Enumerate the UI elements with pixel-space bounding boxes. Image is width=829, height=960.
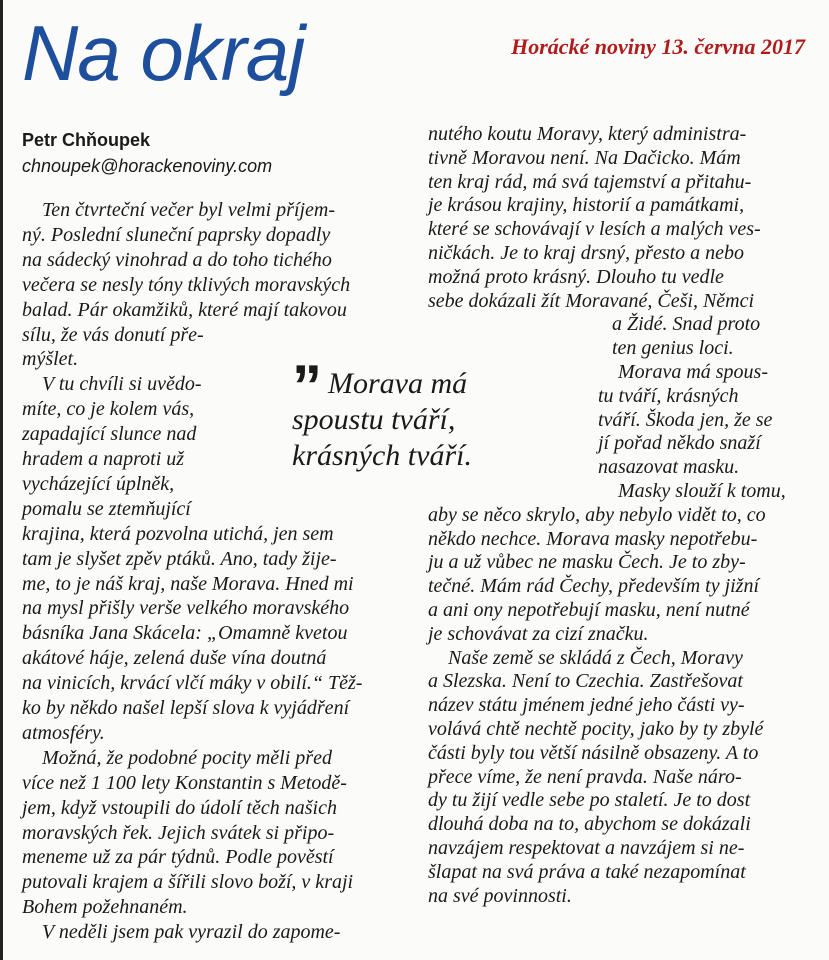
column-headline: Na okraj xyxy=(22,9,305,97)
article-line: Naše země se skládá z Čech, Moravy xyxy=(428,646,743,669)
article-line: aby se něco skrylo, aby nebylo vidět to, co xyxy=(428,503,766,526)
article-line: pomalu se ztemňující xyxy=(22,497,191,520)
article-line: Masky slouží k tomu, xyxy=(598,480,786,502)
article-line: které se schovávají v lesích a malých ves- xyxy=(428,218,761,241)
article-line: básníka Jana Skácela: „Omamně kvetou xyxy=(22,622,348,645)
article-line: dy tu žijí vedle sebe po staletí. Je to dost xyxy=(428,789,751,812)
article-line: jí pořad někdo snaží xyxy=(598,432,761,455)
article-line: je schovávat za cizí značku. xyxy=(428,622,649,645)
author-email[interactable]: chnoupek@horackenoviny.com xyxy=(22,156,273,176)
article-line: sebe dokázali žít Moravané, Češi, Němci xyxy=(428,289,755,312)
article-line: putovali krajem a šířili slovo boží, v kraji xyxy=(22,871,354,894)
article-line: Morava má spous- xyxy=(598,361,768,383)
author-name: Petr Chňoupek xyxy=(22,130,151,150)
article-line: me, to je náš kraj, naše Morava. Hned mi xyxy=(22,572,354,595)
article-line: vycházející úplněk, xyxy=(22,472,175,495)
article-line: možná proto krásný. Dlouho tu vedle xyxy=(428,265,724,288)
article-line: ko by někdo našel lepší slova k vyjádření xyxy=(22,697,350,719)
page-left-rule xyxy=(0,0,3,960)
article-line: ten kraj rád, má svá tajemství a přitahu- xyxy=(428,170,752,193)
article-line: a Židé. Snad proto xyxy=(612,313,761,336)
article-line: a Slezska. Není to Czechia. Zastřešovat xyxy=(428,670,743,693)
article-line: přece víme, že není pravda. Naše náro- xyxy=(428,765,742,788)
article-line: akátové háje, zelená duše vína doutná xyxy=(22,647,327,670)
article-line: zapadající slunce nad xyxy=(22,423,197,446)
article-line: je krásou krajiny, historií a památkami, xyxy=(428,194,745,217)
article-line: krajina, která pozvolna utichá, jen sem xyxy=(22,522,334,545)
article-line: míte, co je kolem vás, xyxy=(22,398,195,421)
article-line: atmosféry. xyxy=(22,721,105,744)
pull-quote-line: krásných tváří. xyxy=(292,439,472,472)
article-line: V neděli jsem pak vyrazil do zapome- xyxy=(22,921,341,944)
article-line: jem, když vstoupili do údolí těch našich xyxy=(22,796,337,819)
article-line: Možná, že podobné pocity měli před xyxy=(22,746,332,769)
pull-quote xyxy=(292,353,542,474)
pull-quote-line: Morava má xyxy=(328,367,468,400)
newspaper-source-date: Horácké noviny 13. června 2017 xyxy=(511,34,805,59)
article-line: ný. Poslední sluneční paprsky dopadly xyxy=(22,223,331,246)
article-line: na mysl přišly verše velkého moravského xyxy=(22,597,350,620)
article-line: někdo nechce. Morava masky nepotřebu- xyxy=(428,527,758,550)
article-line: nutého koutu Moravy, který administra- xyxy=(428,123,747,145)
article-line: mýšlet. xyxy=(22,348,79,371)
article-line: balad. Pár okamžiků, které mají takovou xyxy=(22,298,347,321)
pull-quote-line: spoustu tváří, xyxy=(292,403,456,436)
article-line: tu tváří, krásných xyxy=(598,384,739,407)
article-line: hradem a naproti už xyxy=(22,448,185,470)
article-line: tam je slyšet zpěv ptáků. Ano, tady žije- xyxy=(22,547,337,570)
article-line: tivně Moravou není. Na Dačicko. Mám xyxy=(428,146,741,169)
article-line: dlouhá doba na to, abychom se dokázali xyxy=(428,813,751,836)
article-line: sílu, že vás donutí pře- xyxy=(22,323,204,346)
quote-mark-icon: ” xyxy=(292,353,322,420)
article-line: meneme už za pár týdnů. Podle pověstí xyxy=(22,846,334,869)
article-line: moravských řek. Jejich svátek si připo- xyxy=(22,821,335,844)
article-line: šlapat na svá práva a také nezapomínat xyxy=(428,860,746,883)
article-line: více než 1 100 lety Konstantin s Metodě- xyxy=(22,771,347,794)
article-line: volává chtě nechtě pocity, jako by ty zbylé xyxy=(428,718,764,740)
article-line: tečné. Mám rád Čechy, především ty jižní xyxy=(428,575,760,598)
article-line: ten genius loci. xyxy=(612,337,734,360)
article-line: části byly tou větší násilně obsazeny. A to xyxy=(428,741,759,764)
article-line: navzájem respektovat a navzájem si ne- xyxy=(428,837,745,859)
article-line: večera se nesly tóny tklivých moravských xyxy=(22,273,351,296)
article-line: Bohem požehnaném. xyxy=(22,896,188,919)
article-line: na vinicích, krvácí vlčí máky v obilí.“ Těž- xyxy=(22,672,363,695)
article-line: a ani ony nepotřebují masku, není nutné xyxy=(428,599,750,621)
article-line: tváří. Škoda jen, že se xyxy=(598,408,773,431)
article-line: nasazovat masku. xyxy=(598,456,740,479)
article-line: na své povinnosti. xyxy=(428,884,572,907)
article-line: ju a už vůbec ne masku Čech. Je to zby- xyxy=(428,551,746,574)
article-line: V tu chvíli si uvědo- xyxy=(22,373,202,396)
article-line: název státu jménem jedné jeho části vy- xyxy=(428,694,745,717)
article-line: Ten čtvrteční večer byl velmi příjem- xyxy=(22,199,336,221)
article-line: na sádecký vinohrad a do toho tichého xyxy=(22,248,332,271)
article-line: ničkách. Je to kraj drsný, přesto a nebo xyxy=(428,242,745,264)
